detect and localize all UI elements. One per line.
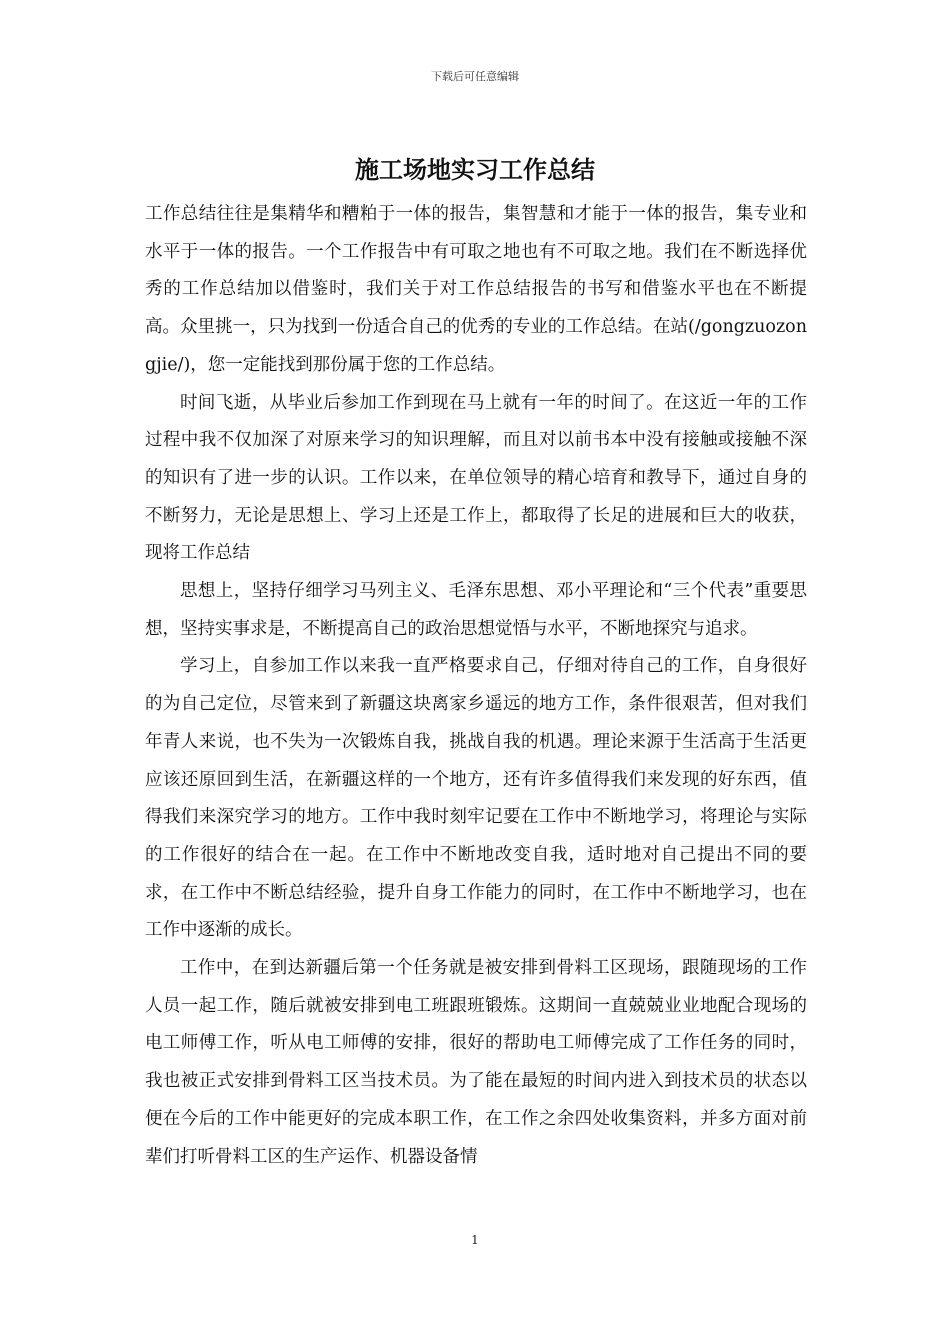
page-number: 1 bbox=[471, 1233, 479, 1247]
paragraph-study: 学习上，自参加工作以来我一直严格要求自己，仔细对待自己的工作，自身很好的为自己定位，尽管来到了新疆这块离家乡遥远的地方工作，条件很艰苦，但对我们年青人来说，也不失为一次锻炼自我，挑战自我的机遇。理论来源于生活高于生活更应该还原回到生活，在新疆这样的一个地方，还有许多值得我们来发现的好东西，值得我们来深究学习的地方。工作中我时刻牢记要在工作中不断地学习，将理论与实际的工作很好的结合在一起。在工作中不断地改变自我，适时地对自己提出不同的要求，在工作中不断总结经验，提升自身工作能力的同时，在工作中不断地学习，也在工作中逐渐的成长。 bbox=[145, 656, 807, 941]
document-body bbox=[145, 196, 807, 1176]
paragraph-thought: 思想上，坚持仔细学习马列主义、毛泽东思想、邓小平理论和“三个代表”重要思想，坚持实事求是，不断提高自己的政治思想觉悟与水平，不断地探究与追求。 bbox=[145, 581, 807, 639]
paragraph-intro: 工作总结往往是集精华和糟粕于一体的报告，集智慧和才能于一体的报告，集专业和水平于一体的报告。一个工作报告中有可取之地也有不可取之地。我们在不断选择优秀的工作总结加以借鉴时，我们关于对工作总结报告的书写和借鉴水平也在不断提高。众里挑一，只为找到一份适合自己的优秀的专业的工作总结。在站(/gongzuozongjie/)，您一定能找到那份属于您的工作总结。 bbox=[145, 204, 807, 375]
paragraph-work: 工作中，在到达新疆后第一个任务就是被安排到骨料工区现场，跟随现场的工作人员一起工作，随后就被安排到电工班跟班锻炼。这期间一直兢兢业业地配合现场的电工师傅工作，听从电工师傅的安排，很好的帮助电工师傅完成了工作任务的同时，我也被正式安排到骨料工区当技术员。为了能在最短的时间内进入到技术员的状态以便在今后的工作中能更好的完成本职工作，在工作之余四处收集资料，并多方面对前辈们打听骨料工区的生产运作、机器设备情 bbox=[145, 958, 807, 1167]
page-header: 下载后可任意编辑 bbox=[431, 70, 519, 83]
paragraph-overview: 时间飞逝，从毕业后参加工作到现在马上就有一年的时间了。在这近一年的工作过程中我不仅加深了对原来学习的知识理解，而且对以前书本中没有接触或接触不深的知识有了进一步的认识。工作以来，在单位领导的精心培育和教导下，通过自身的不断努力，无论是思想上、学习上还是工作上，都取得了长足的进展和巨大的收获，现将工作总结 bbox=[145, 392, 807, 564]
document-title: 施工场地实习工作总结 bbox=[355, 155, 595, 184]
